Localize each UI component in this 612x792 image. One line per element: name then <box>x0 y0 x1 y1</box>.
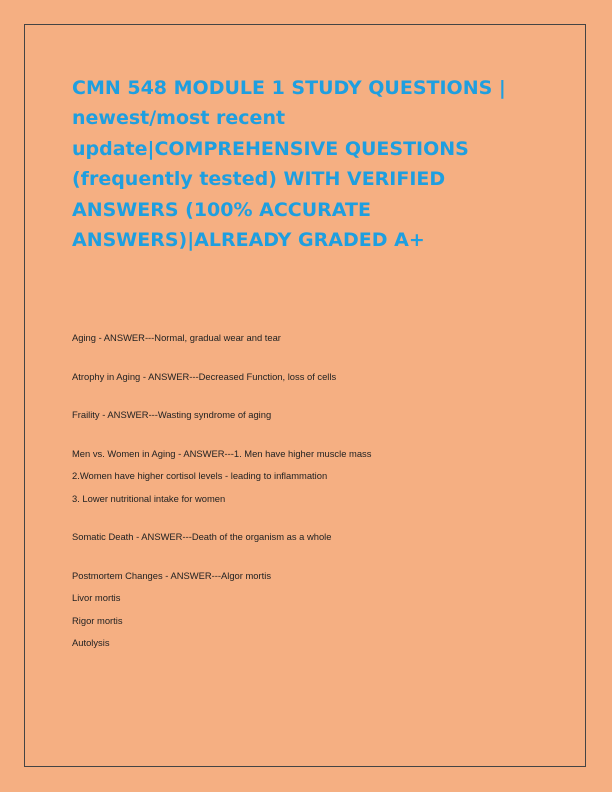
qa-line: 2.Women have higher cortisol levels - leading to inflammation <box>72 470 328 481</box>
qa-line: Postmortem Changes - ANSWER---Algor mortis <box>72 569 272 581</box>
qa-line: Somatic Death - ANSWER---Death of the organism as a whole <box>72 531 332 542</box>
qa-entry-somatic-death <box>72 529 542 545</box>
qa-line: Autolysis <box>72 637 110 648</box>
qa-entry-fraility <box>72 407 542 423</box>
qa-entry-atrophy <box>72 369 542 385</box>
qa-line: Fraility - ANSWER---Wasting syndrome of aging <box>72 409 272 420</box>
qa-entry-postmortem <box>72 568 542 652</box>
qa-line: Livor mortis <box>72 592 121 603</box>
qa-entry-aging <box>72 330 542 346</box>
qa-line: Aging - ANSWER---Normal, gradual wear and tear <box>72 332 281 343</box>
qa-list <box>72 330 542 674</box>
document-title: CMN 548 MODULE 1 STUDY QUESTIONS | newest/most recent update|COMPREHENSIVE QUESTIONS (frequently tested) WITH VERIFIED ANSWERS (100% ACCURATE ANSWERS)|ALREADY GRADED A+ <box>72 77 506 252</box>
qa-entry-men-vs-women <box>72 446 542 507</box>
qa-line: Atrophy in Aging - ANSWER---Decreased Function, loss of cells <box>72 370 337 382</box>
qa-line: Men vs. Women in Aging - ANSWER---1. Men have higher muscle mass <box>72 447 372 459</box>
qa-line: Rigor mortis <box>72 614 123 626</box>
qa-line: 3. Lower nutritional intake for women <box>72 492 226 504</box>
